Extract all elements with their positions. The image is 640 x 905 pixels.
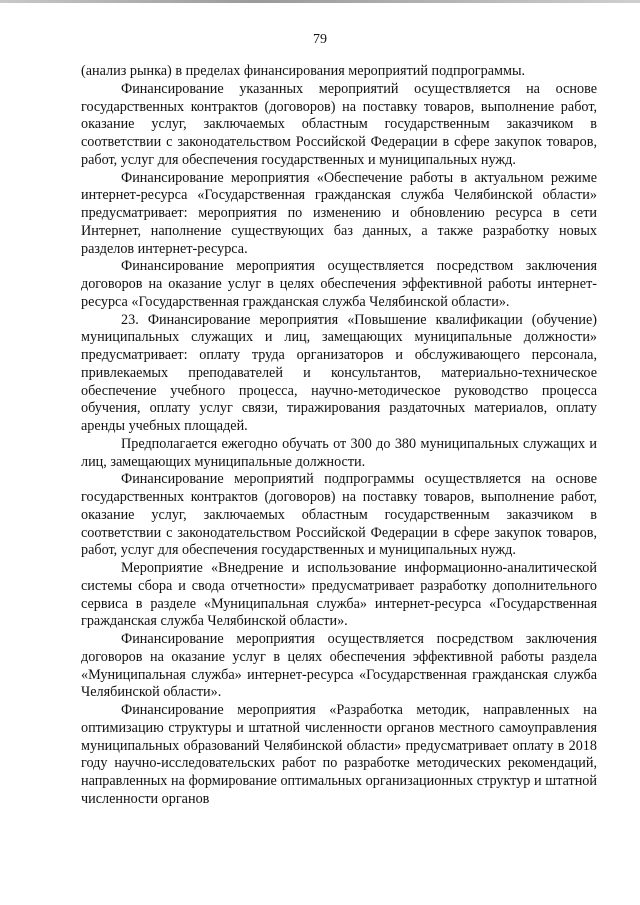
paragraph-training-count: Предполагается ежегодно обучать от 300 до 380 муниципальных служащих и лиц, замещающих муниципальные должности. [81, 435, 597, 470]
paragraph-reporting-system: Мероприятие «Внедрение и использование информационно-аналитической системы сбора и свода отчетности» предусматривает разработку дополнительного сервиса в разделе «Муниципальная служба» интернет-ресурса «Государственная гражданская служба Челябинской области». [81, 560, 597, 630]
paragraph-methods-development: Финансирование мероприятия «Разработка методик, направленных на оптимизацию структуры и штатной численности органов местного самоуправления муниципальных образований Челябинской области» предусматривает оплату в 2018 году научно-исследовательских работ по разработке методических рекомендаций, направленных на формирование оптимальных организационных структур и штатной численности органов [81, 702, 597, 807]
paragraph-continuation: (анализ рынка) в пределах финансирования мероприятий подпрограммы. [81, 63, 526, 79]
document-body [81, 63, 597, 809]
paragraph-municipal-service-contracts: Финансирование мероприятия осуществляется посредством заключения договоров на оказание услуг в целях обеспечения эффективной работы раздела «Муниципальная служба» интернет-ресурса «Государственная гражданская служба Челябинской области». [81, 631, 597, 701]
paragraph-internet-resource: Финансирование мероприятия «Обеспечение работы в актуальном режиме интернет-ресурса «Государственная гражданская служба Челябинской области» предусматривает: мероприятия по изменению и обновлению ресурса в сети Интернет, наполнение существующих баз данных, а также разработку новых разделов интернет-ресурса. [81, 169, 597, 257]
paragraph-internet-resource-contracts: Финансирование мероприятия осуществляется посредством заключения договоров на оказание услуг в целях обеспечения эффективной работы интернет-ресурса «Государственная гражданская служба Челябинской области». [81, 258, 597, 310]
page-number: 79 [313, 32, 327, 47]
scan-top-edge [0, 0, 640, 3]
paragraph-item-23: 23. Финансирование мероприятия «Повышение квалификации (обучение) муниципальных служащих и лиц, замещающих муниципальные должности» предусматривает: оплату труда организаторов и обслуживающего персонала, привлекаемых преподавателей и консультантов, материально-техническое обеспечение учебного процесса, научно-методическое руководство процесса обучения, оплату услуг связи, тиражирования раздаточных материалов, оплату аренды учебных площадей. [81, 311, 597, 434]
paragraph-subprogram-financing: Финансирование мероприятий подпрограммы осуществляется на основе государственных контрактов (договоров) на поставку товаров, выполнение работ, оказание услуг, заключаемых областным государственным заказчиком в соответствии с законодательством Российской Федерации в сфере закупок товаров, работ, услуг для обеспечения государственных и муниципальных нужд. [81, 471, 597, 559]
paragraph-financing-contracts: Финансирование указанных мероприятий осуществляется на основе государственных контрактов (договоров) на поставку товаров, выполнение работ, оказание услуг, заключаемых областным государственным заказчиком в соответствии с законодательством Российской Федерации в сфере закупок товаров, работ, услуг для обеспечения государственных и муниципальных нужд. [81, 80, 597, 168]
